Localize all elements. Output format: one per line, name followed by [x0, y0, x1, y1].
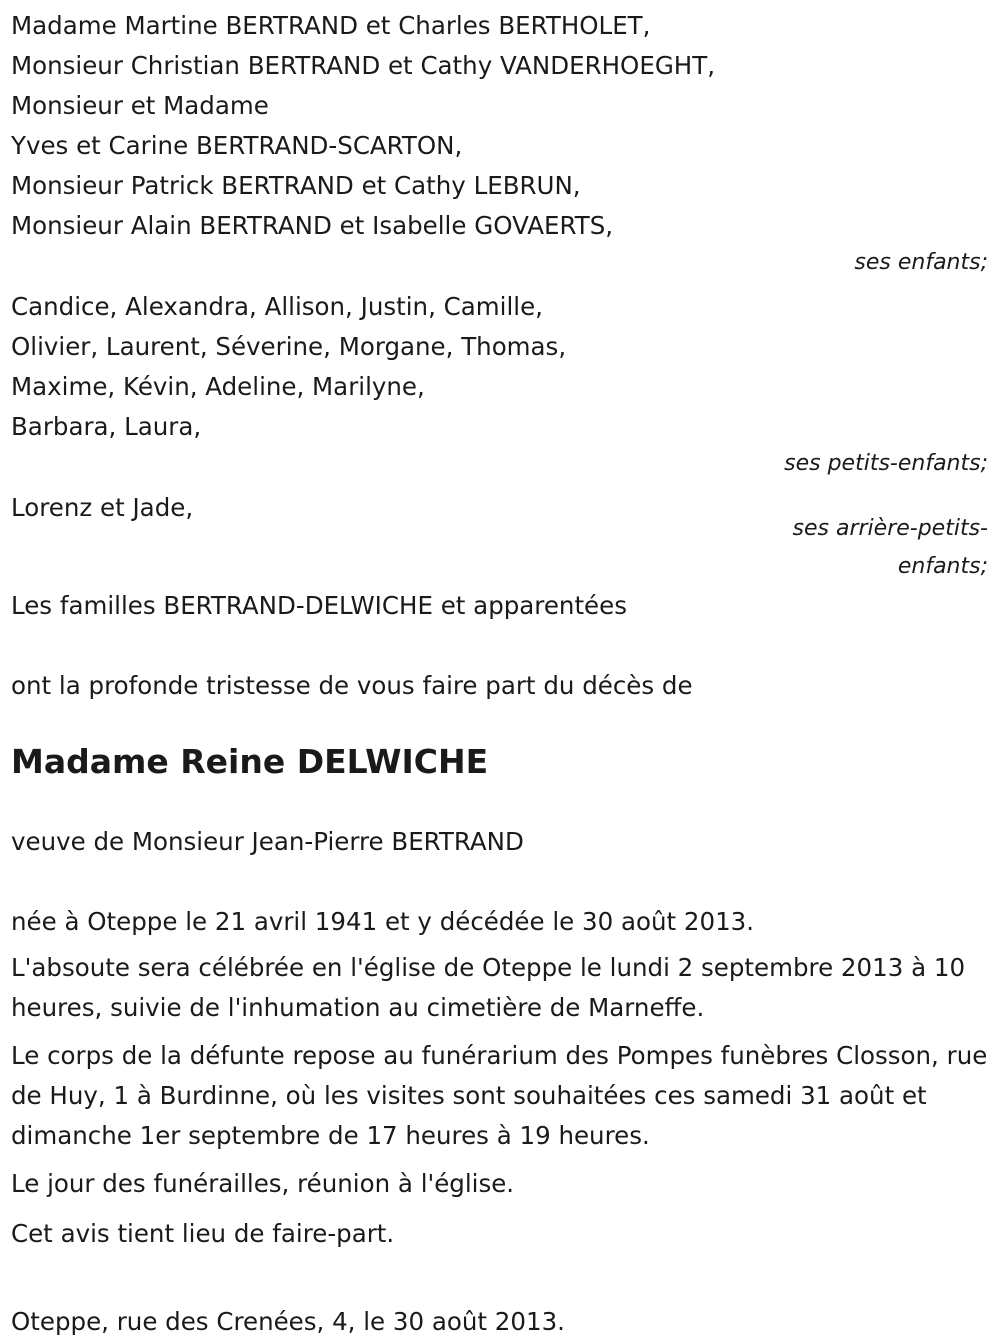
children-line: Monsieur Christian BERTRAND et Cathy VANDERHOEGHT, [11, 51, 715, 80]
grandchildren-caption: ses petits-enfants; [784, 451, 988, 476]
caption-part-2: enfants; [897, 554, 988, 579]
grandchildren-list [11, 287, 990, 480]
grandchildren-line: Barbara, Laura, [11, 412, 202, 441]
children-line: Madame Martine BERTRAND et Charles BERTHOLET, [11, 11, 651, 40]
widow-of-line: veuve de Monsieur Jean-Pierre BERTRAND [11, 827, 524, 856]
children-line: Yves et Carine BERTRAND-SCARTON, [11, 131, 463, 160]
children-list [11, 6, 990, 279]
place-date-line: Oteppe, rue des Crenées, 4, le 30 août 2013. [11, 1307, 565, 1336]
children-line: Monsieur Alain BERTRAND et Isabelle GOVAERTS, [11, 211, 614, 240]
birth-death-line: née à Oteppe le 21 avril 1941 et y décédée le 30 août 2013. [11, 907, 755, 936]
great-grandchildren-list [11, 488, 990, 586]
families-line: Les familles BERTRAND-DELWICHE et apparentées [11, 591, 627, 620]
ceremony-paragraph: L'absoute sera célébrée en l'église de Oteppe le lundi 2 septembre 2013 à 10 heures, suivie de l'inhumation au cimetière de Marneffe. [11, 953, 966, 1022]
children-line: Monsieur Patrick BERTRAND et Cathy LEBRUN, [11, 171, 581, 200]
deceased-name: Madame Reine DELWICHE [11, 742, 489, 781]
meeting-line: Le jour des funérailles, réunion à l'église. [11, 1169, 515, 1198]
grandchildren-line: Maxime, Kévin, Adeline, Marilyne, [11, 372, 425, 401]
children-line: Monsieur et Madame [11, 91, 269, 120]
children-caption: ses enfants; [854, 250, 988, 275]
grandchildren-line: Olivier, Laurent, Séverine, Morgane, Thomas, [11, 332, 567, 361]
grandchildren-line: Candice, Alexandra, Allison, Justin, Camille, [11, 292, 543, 321]
great-grandchildren-line: Lorenz et Jade, [11, 493, 194, 522]
announcement-line: ont la profonde tristesse de vous faire part du décès de [11, 671, 693, 700]
notice-line: Cet avis tient lieu de faire-part. [11, 1219, 395, 1248]
viewing-paragraph: Le corps de la défunte repose au funérarium des Pompes funèbres Closson, rue de Huy, 1 à Burdinne, où les visites sont souhaitées ces samedi 31 août et dimanche 1er septembre de 17 heures à 19 heures. [11, 1041, 988, 1150]
caption-part-1: ses arrière-petits- [792, 516, 988, 541]
